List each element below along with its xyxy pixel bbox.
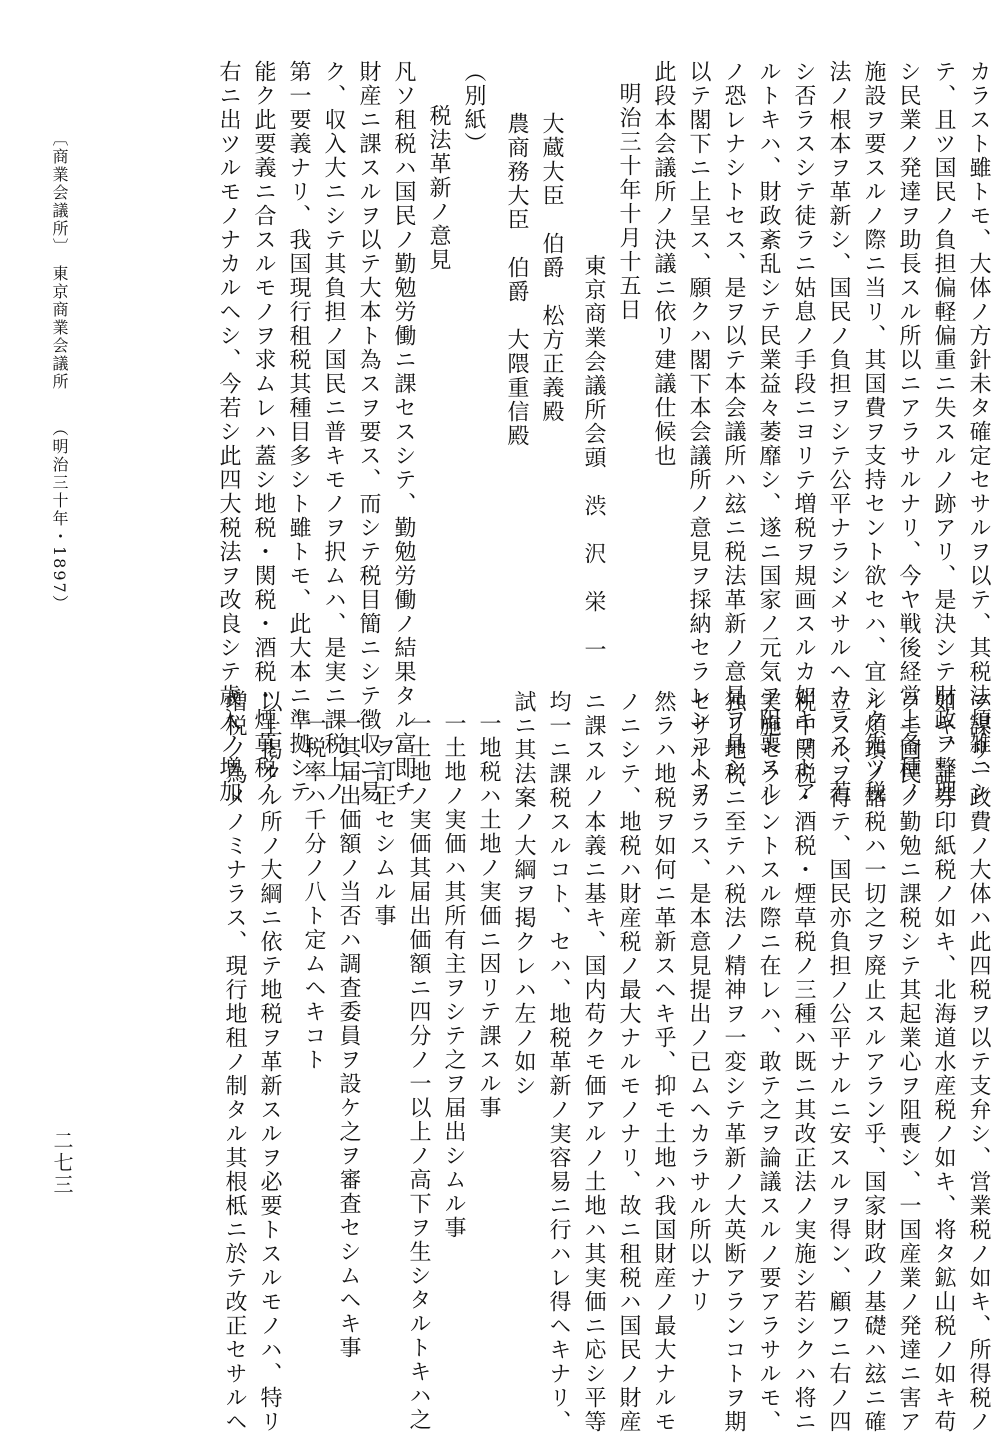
text-column: ノ恐レナシトセス、是ヲ以テ本会議所ハ玆ニ税法革新ノ意見ヲ具シ、 bbox=[721, 60, 746, 804]
text-column: 試ニ其法案ノ大綱ヲ掲クレハ左ノ如シ bbox=[511, 690, 536, 1098]
text-column: カラスト雖トモ、大体ノ方針未タ確定セサルヲ以テ、其税法煩雑ニシ bbox=[966, 60, 991, 804]
list-item: 一其届出価額ノ当否ハ調査委員ヲ設ケ之ヲ審査セシムヘキ事 bbox=[336, 712, 361, 1360]
text-column: 如キ、証券印紙税ノ如キ、北海道水産税ノ如キ、将タ鉱山税ノ如キ苟 bbox=[931, 690, 956, 1434]
text-column: 均一ニ課税スルコト、セハ、地税革新ノ実容易ニ行ハレ得ヘキナリ、 bbox=[546, 690, 571, 1434]
text-column: 法ノ根本ヲ革新シ、国民ノ負担ヲシテ公平ナラシメサルヘカラス、若 bbox=[826, 60, 851, 804]
text-column: 施設ヲ要スルノ際ニ当リ、其国費ヲ支持セント欲セハ、宜シク先ツ税 bbox=[861, 60, 886, 804]
text-column: 此段本会議所ノ決議ニ依リ建議仕候也 bbox=[651, 60, 676, 468]
source-label: 〔商業会議所〕 bbox=[50, 130, 69, 256]
text-column: 財産ニ課スルヲ以テ大本ト為スヲ要ス、而シテ税目簡ニシテ徴収ニ易 bbox=[356, 60, 381, 804]
text-column: 右ニ出ツルモノナカルヘシ、今若シ此四大税法ヲ改良シテ歳入ノ増加 bbox=[216, 60, 241, 804]
text-column: ニ課スルノ本義ニ基キ、国内苟クモ価アルノ土地ハ其実価ニ応シ平等 bbox=[581, 690, 606, 1434]
text-column: ノニシテ、地税ハ財産税ノ最大ナルモノナリ、故ニ租税ハ国民ノ財産 bbox=[616, 690, 641, 1434]
date-label: （明治三十年・1897） bbox=[50, 420, 69, 613]
section-title: 税法革新ノ意見 bbox=[426, 104, 451, 272]
text-column: 以テ閣下ニ上呈ス、願クハ閣下本会議所ノ意見ヲ採納セラレンコトヲ bbox=[686, 60, 711, 804]
text-column: 能ク此要義ニ合スルモノヲ求ムレハ蓋シ地税・関税・酒税・煙草税ノ bbox=[251, 60, 276, 804]
text-column: シ否ラスシテ徒ラニ姑息ノ手段ニヨリテ増税ヲ規画スルカ如キコトア bbox=[791, 60, 816, 804]
text-column: ヲ謀リ、政費ノ大体ハ此四税ヲ以テ支弁シ、営業税ノ如キ、所得税ノ bbox=[966, 690, 991, 1434]
list-item: 一土地ノ実価其届出価額ニ四分ノ一以上ノ高下ヲ生シタルトキハ之 bbox=[406, 712, 431, 1432]
text-column: セサルヘカラス、是本意見提出ノ已ムヘカラサル所以ナリ bbox=[686, 690, 711, 1314]
text-column: 実施セラレントスル際ニ在レハ、敢テ之ヲ論議スルノ要アラサルモ、 bbox=[756, 690, 781, 1434]
signatory-line: 東京商業会議所会頭 渋 沢 栄 一 bbox=[581, 254, 606, 662]
addressee-line: 農商務大臣 伯爵 大隈重信殿 bbox=[504, 112, 529, 448]
text-column: 増税ノ為メノミナラス、現行地租ノ制タル其根柢ニ於テ改正セサルヘ bbox=[222, 690, 247, 1434]
list-item: 一土地ノ実価ハ其所有主ヲシテ之ヲ届出シムル事 bbox=[441, 712, 466, 1240]
page-number: 二七三 bbox=[50, 1130, 74, 1196]
publisher-label: 東京商業会議所 bbox=[50, 265, 69, 391]
text-column: 然ラハ地税ヲ如何ニ革新スヘキ乎、抑モ土地ハ我国財産ノ最大ナルモ bbox=[651, 690, 676, 1434]
text-column: 凡ソ租税ハ国民ノ勤勉労働ニ課セスシテ、勤勉労働ノ結果タル富即チ bbox=[391, 60, 416, 804]
list-item: 一地税ハ土地ノ実価ニ因リテ課スル事 bbox=[476, 712, 501, 1120]
addressee-line: 大蔵大臣 伯爵 松方正義殿 bbox=[539, 112, 564, 424]
text-column: ル煩瑣ノ諸税ハ一切之ヲ廃止スルアラン乎、国家財政ノ基礎ハ玆ニ確 bbox=[861, 690, 886, 1434]
text-column: 以上掲クル所ノ大綱ニ依テ地税ヲ革新スルヲ必要トスルモノハ、特リ bbox=[257, 690, 282, 1434]
text-column: 第一要義ナリ、我国現行租税其種目多シト雖トモ、此大本ニ準拠シテ bbox=[286, 60, 311, 804]
text-column: ルトキハ、財政紊乱シテ民業益々萎靡シ、遂ニ国家ノ元気ヲ阻喪スル bbox=[756, 60, 781, 804]
list-item: 一税率ハ千分ノ八ト定ムヘキコト bbox=[301, 712, 326, 1072]
attachment-label: （別紙） bbox=[461, 60, 486, 156]
text-column: 税中関税・酒税・煙草税ノ三種ハ既ニ其改正法ノ実施シ若シクハ将ニ bbox=[791, 690, 816, 1434]
text-column: シ民業ノ発達ヲ助長スル所以ニアラサルナリ、今ヤ戦後経営上各種ノ bbox=[896, 60, 921, 804]
text-column: 独リ地税ニ至テハ税法ノ精神ヲ一変シテ革新ノ大英断アランコトヲ期 bbox=[721, 690, 746, 1434]
text-column: クモ国民ノ勤勉ニ課税シテ其起業心ヲ阻喪シ、一国産業ノ発達ニ害ア bbox=[896, 690, 921, 1434]
date-line: 明治三十年十月十五日 bbox=[616, 82, 641, 322]
text-column: 立スルヲ得テ、国民亦負担ノ公平ナルニ安スルヲ得ン、顧フニ右ノ四 bbox=[826, 690, 851, 1434]
text-column: ク、収入大ニシテ其負担ノ国民ニ普キモノヲ択ムハ、是実ニ課税上ノ bbox=[321, 60, 346, 804]
list-item-continuation: ヲ訂正セシムル事 bbox=[371, 736, 396, 928]
text-column: テ、且ツ国民ノ負担偏軽偏重ニ失スルノ跡アリ、是決シテ財政ヲ整理 bbox=[931, 60, 956, 804]
